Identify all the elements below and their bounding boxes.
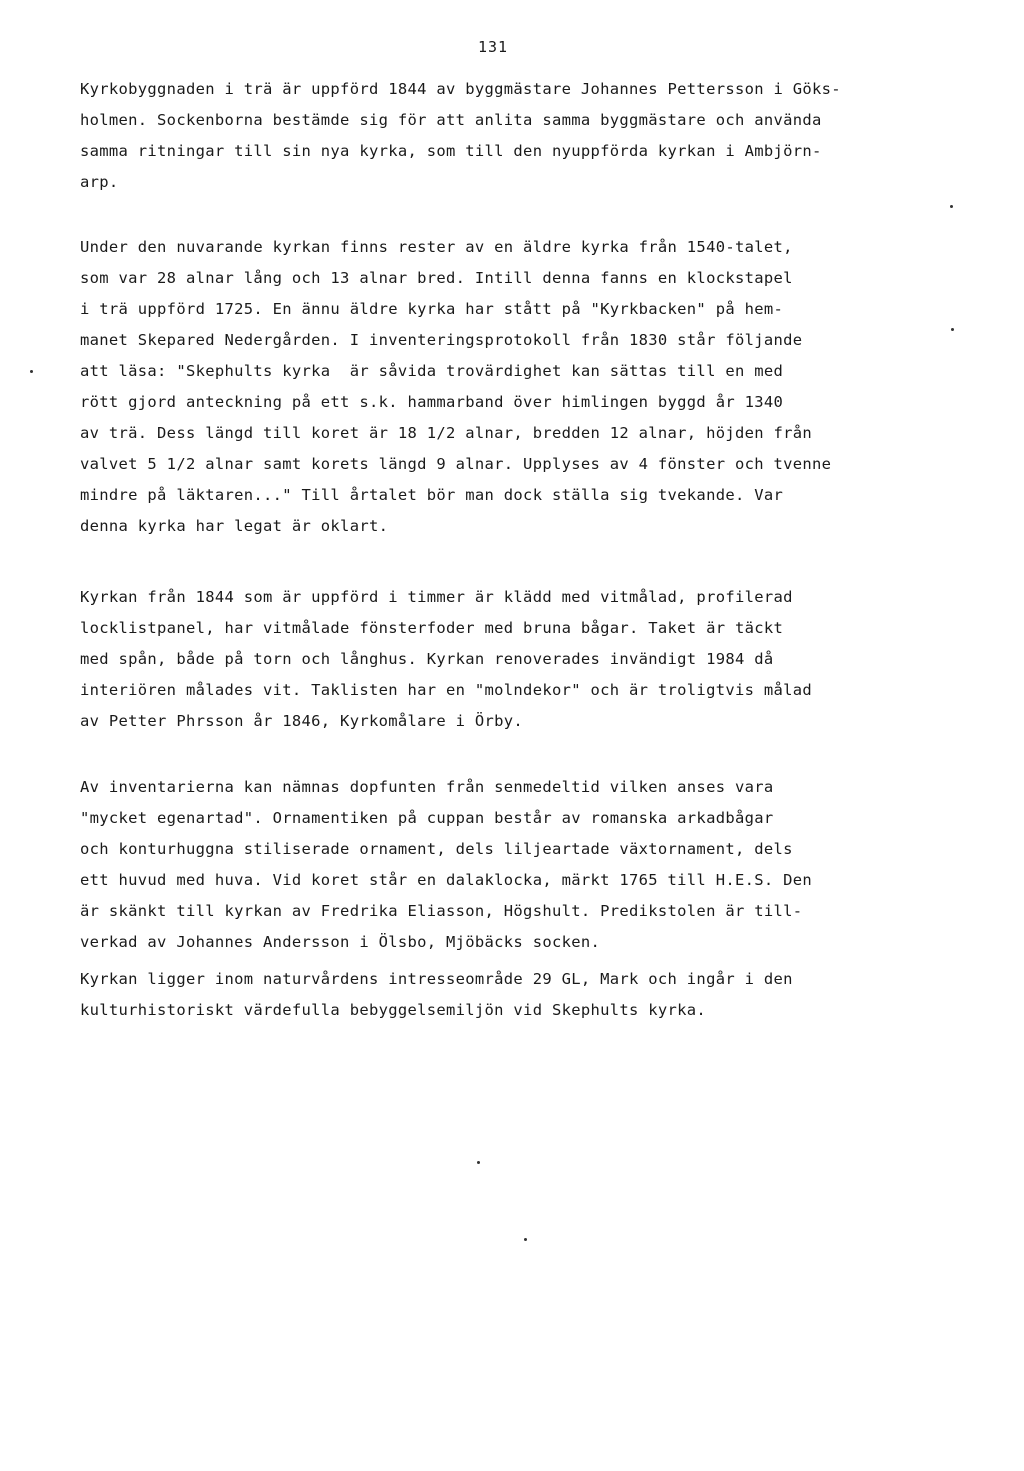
text-line: Under den nuvarande kyrkan finns rester av en äldre kyrka från 1540-talet,: [80, 238, 793, 256]
page-number: 131: [478, 38, 509, 56]
scan-speck: [524, 1238, 527, 1241]
paragraph-church-1844: [80, 582, 900, 737]
text-line: Kyrkan ligger inom naturvårdens intresseområde 29 GL, Mark och ingår i den: [80, 970, 793, 988]
scan-speck: [950, 205, 953, 208]
text-line: med spån, både på torn och långhus. Kyrkan renoverades invändigt 1984 då: [80, 650, 774, 668]
text-line: som var 28 alnar lång och 13 alnar bred. Intill denna fanns en klockstapel: [80, 269, 793, 287]
text-line: arp.: [80, 173, 119, 191]
text-line: och konturhuggna stiliserade ornament, dels liljeartade växtornament, dels: [80, 840, 793, 858]
scan-speck: [477, 1161, 480, 1164]
text-line: mindre på läktaren..." Till årtalet bör man dock ställa sig tvekande. Var: [80, 486, 784, 504]
text-line: att läsa: "Skephults kyrka är såvida trovärdighet kan sättas till en med: [80, 362, 784, 380]
text-line: kulturhistoriskt värdefulla bebyggelsemiljön vid Skephults kyrka.: [80, 1001, 707, 1019]
text-line: Kyrkobyggnaden i trä är uppförd 1844 av byggmästare Johannes Pettersson i Göks-: [80, 80, 841, 98]
text-line: av trä. Dess längd till koret är 18 1/2 alnar, bredden 12 alnar, höjden från: [80, 424, 813, 442]
text-line: denna kyrka har legat är oklart.: [80, 517, 389, 535]
scan-speck: [951, 328, 954, 331]
text-line: är skänkt till kyrkan av Fredrika Eliasson, Högshult. Predikstolen är till-: [80, 902, 803, 920]
text-line: Kyrkan från 1844 som är uppförd i timmer är klädd med vitmålad, profilerad: [80, 588, 793, 606]
scan-speck: [30, 370, 33, 373]
text-line: locklistpanel, har vitmålade fönsterfoder med bruna bågar. Taket är täckt: [80, 619, 784, 637]
text-line: ett huvud med huva. Vid koret står en dalaklocka, märkt 1765 till H.E.S. Den: [80, 871, 813, 889]
text-line: i trä uppförd 1725. En ännu äldre kyrka har stått på "Kyrkbacken" på hem-: [80, 300, 784, 318]
text-line: valvet 5 1/2 alnar samt korets längd 9 alnar. Upplyses av 4 fönster och tvenne: [80, 455, 832, 473]
text-line: samma ritningar till sin nya kyrka, som till den nyuppförda kyrkan i Ambjörn-: [80, 142, 822, 160]
text-line: verkad av Johannes Andersson i Ölsbo, Mjöbäcks socken.: [80, 933, 601, 951]
text-line: interiören målades vit. Taklisten har en "molndekor" och är troligtvis målad: [80, 681, 813, 699]
text-line: "mycket egenartad". Ornamentiken på cuppan består av romanska arkadbågar: [80, 809, 774, 827]
paragraph-church-building: [80, 74, 900, 198]
text-line: av Petter Phrsson år 1846, Kyrkomålare i Örby.: [80, 712, 524, 730]
paragraph-conservation-area: [80, 964, 900, 1026]
text-line: Av inventarierna kan nämnas dopfunten från senmedeltid vilken anses vara: [80, 778, 774, 796]
text-line: manet Skepared Nedergården. I inventeringsprotokoll från 1830 står följande: [80, 331, 803, 349]
paragraph-older-church: [80, 232, 900, 542]
text-line: holmen. Sockenborna bestämde sig för att anlita samma byggmästare och använda: [80, 111, 822, 129]
paragraph-inventory: [80, 772, 900, 958]
text-line: rött gjord anteckning på ett s.k. hammarband över himlingen byggd år 1340: [80, 393, 784, 411]
